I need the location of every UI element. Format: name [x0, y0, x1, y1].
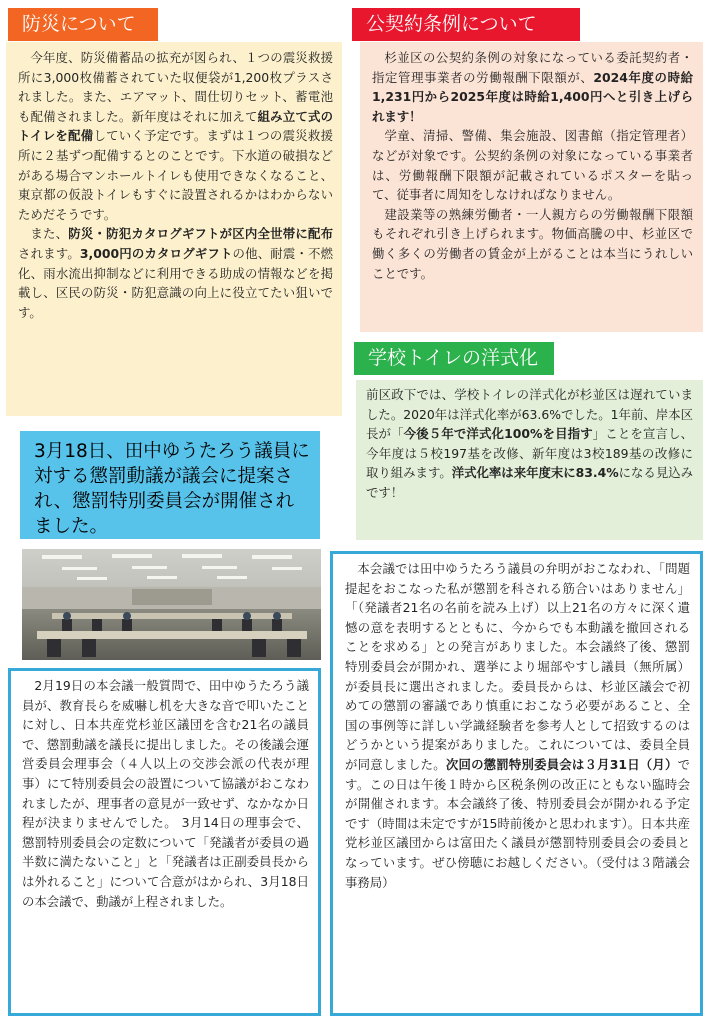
koukeiyaku-paragraph-2: 学童、清掃、警備、集会施設、図書館（指定管理者）などが対象です。公契約条例の対象になっている事業者は、労働報酬下限額が記載されているポスターを貼って、従事者に周知をしなければなりません。 [372, 128, 693, 203]
koukeiyaku-paragraph-1: 杉並区の公契約条例の対象になっている委託契約者・指定管理事業者の労働報酬下限額が、2024年度の時給1,231円から2025年度は時給1,400円へと引き上げられます！ [372, 50, 693, 124]
koukeiyaku-paragraph-3: 建設業等の熟練労働者・一人親方らの労働報酬下限額もそれぞれ引き上げられます。物価高騰の中、杉並区で働く多くの労働者の賃金が上がることは本当にうれしいことです。 [372, 206, 693, 281]
toilet-paragraph: 前区政下では、学校トイレの洋式化が杉並区は遅れていました。2020年は洋式化率が63.6%でした。1年前、岸本区長が「今後５年で洋式化100%を目指す」ことを宣言し、今年度は５校197基を改修、新年度は3校189基の改修に取り組みます。洋式化率は来年度末に83.4%になる見込みです！ [366, 387, 694, 500]
right-article-text: 本会議では田中ゆうたろう議員の弁明がおこなわれ、「問題提起をおこなった私が懲罰を科される筋合いはありません」「（発議者21名の名前を読み上げ）以上21名の方々に深く遺憾の意を表明するとともに、今からでも本動議を撤回されることを求める」との発言がありました。本会議終了後、懲罰特別委員会が開かれ、選挙により堀部やすし議員（無所属）が委員長に選出されました。委員長からは、杉並区議会で初めての懲罰の審議であり慎重におこなう必要があること、全国の事例等に詳しい学識経験者を参考人として招致するのはどうかという提案がありました。これについては、委員全員が同意しました。次回の懲罰特別委員会は３月31日（月）です。この日は午後１時から区税条例の改正にともない臨時会が開催されます。本会議終了後、特別委員会が開かれる予定です（時間は未定ですが15時前後かと思われます）。日本共産党杉並区議団からは富田たく議員が懲罰特別委員会の委員となっています。ぜひ傍聴にお越しください。（受付は３階議会事務局） [345, 561, 691, 890]
headline-text: 3月18日、田中ゆうたろう議員に対する懲罰動議が議会に提案され、懲罰特別委員会が開催されました。 [34, 441, 310, 538]
bousai-paragraph-2: また、防災・防犯カタログギフトが区内全世帯に配布されます。3,000円のカタログギフトの他、耐震・不燃化、雨水流出抑制などに利用できる助成の情報などを掲載し、区民の防災・防犯意識の向上に役立てたい狙いです。 [18, 226, 334, 320]
koukeiyaku-title: 公契約条例について [352, 8, 580, 41]
toilet-panel [356, 380, 703, 540]
bousai-paragraph-1: 今年度、防災備蓄品の拡充が図られ、１つの震災救援所に3,000枚備蓄されていた収便袋が1,200枚プラスされました。また、エアマット、間仕切りセット、蓄電池も配備されました。新年度はそれに加えて組み立て式のトイレを配備していく予定です。まずは１つの震災救援所に２基ずつ配備するとのことです。下水道の破損などがある場合マンホールトイレも使用できなくなること、東京都の仮設トイレもすぐに設置されるかはわからないためだそうです。 [18, 50, 334, 222]
headline-box [20, 431, 320, 539]
bousai-title: 防災について [8, 8, 158, 41]
right-article [330, 551, 703, 1016]
council-meeting-photo [22, 549, 321, 660]
left-article [8, 668, 321, 1016]
council-meeting-image [22, 549, 321, 660]
toilet-title: 学校トイレの洋式化 [354, 342, 554, 375]
koukeiyaku-panel [360, 42, 703, 332]
bousai-panel [6, 42, 342, 416]
left-article-text: 2月19日の本会議一般質問で、田中ゆうたろう議員が、教育長らを威嚇し机を大きな音で叩いたことに対し、日本共産党杉並区議団を含む21名の議員で、懲罰動議を議長に提出しました。その後議会運営委員会理事会（４人以上の交渉会派の代表が理事）にて特別委員会の設置について協議がおこなわれましたが、理事者の意見が一致せず、なかなか日程が決まりませんでした。 3月14日の理事会で、懲罰特別委員会の定数について「発議者が委員の過半数に満たないこと」と「発議者は正副委員長からは外れること」について合意がはかられ、3月18日の本会議で、動議が上程されました。 [22, 678, 309, 909]
